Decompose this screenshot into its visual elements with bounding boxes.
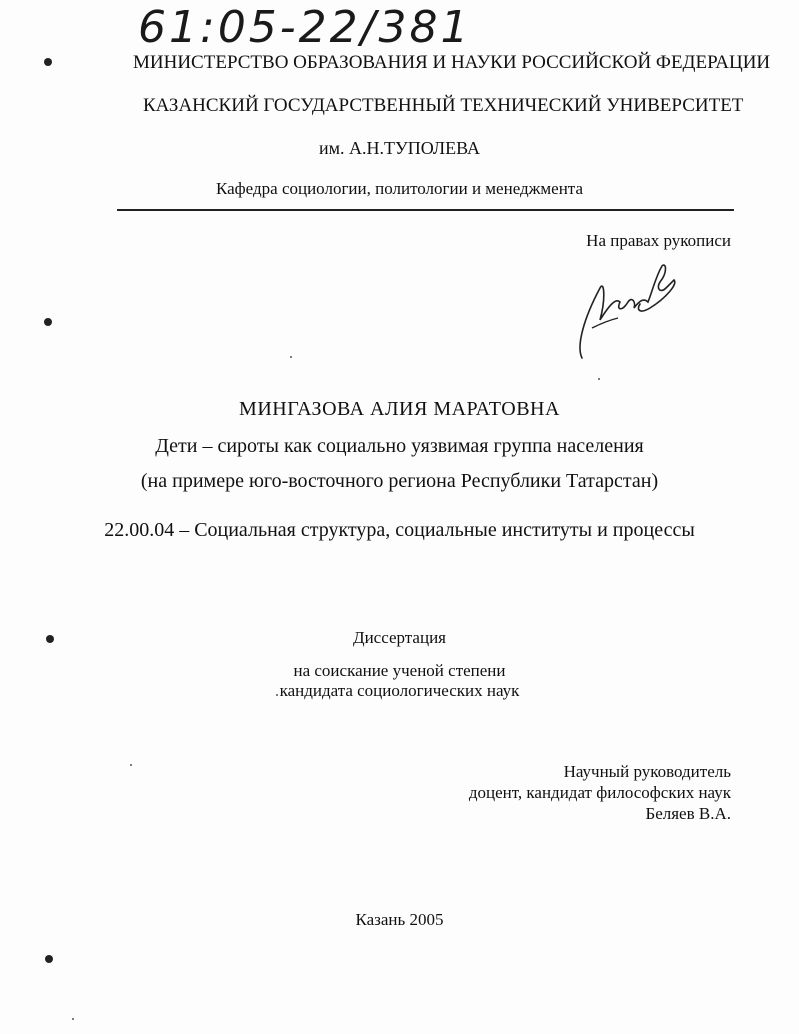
- university-heading: КАЗАНСКИЙ ГОСУДАРСТВЕННЫЙ ТЕХНИЧЕСКИЙ УНИВЕРСИТЕТ: [143, 95, 744, 116]
- scan-speck: [290, 356, 292, 358]
- author-signature: [570, 258, 690, 368]
- title-line-1: Дети – сироты как социально уязвимая группа населения: [155, 435, 644, 457]
- archive-number: 61:05-22/381: [138, 2, 472, 53]
- header-divider: [117, 209, 734, 211]
- supervisor-title: доцент, кандидат философских наук: [468, 783, 731, 802]
- degree-line-2: кандидата социологических наук: [279, 681, 520, 700]
- scan-speck: [598, 378, 600, 380]
- manuscript-rights-note: На правах рукописи: [586, 231, 731, 250]
- dissertation-type: Диссертация: [352, 628, 446, 647]
- city-year: Казань 2005: [355, 910, 444, 929]
- binding-mark: [45, 955, 53, 963]
- supervisor-name: Беляев В.А.: [645, 804, 731, 823]
- specialty-code: 22.00.04 – Социальная структура, социальные институты и процессы: [104, 519, 695, 541]
- binding-mark: [44, 58, 52, 66]
- author-name: МИНГАЗОВА АЛИЯ МАРАТОВНА: [239, 398, 560, 420]
- binding-mark: [44, 318, 52, 326]
- scan-speck: [130, 764, 132, 766]
- degree-line-1: на соискание ученой степени: [293, 661, 506, 680]
- department-heading: Кафедра социологии, политологии и менеджмента: [216, 179, 583, 198]
- named-after-heading: им. А.Н.ТУПОЛЕВА: [319, 138, 480, 158]
- ministry-heading: МИНИСТЕРСТВО ОБРАЗОВАНИЯ И НАУКИ РОССИЙСКОЙ ФЕДЕРАЦИИ: [133, 52, 771, 73]
- supervisor-role: Научный руководитель: [563, 762, 731, 781]
- title-line-2: (на примере юго-восточного региона Республики Татарстан): [140, 470, 659, 492]
- scan-speck: [72, 1018, 74, 1020]
